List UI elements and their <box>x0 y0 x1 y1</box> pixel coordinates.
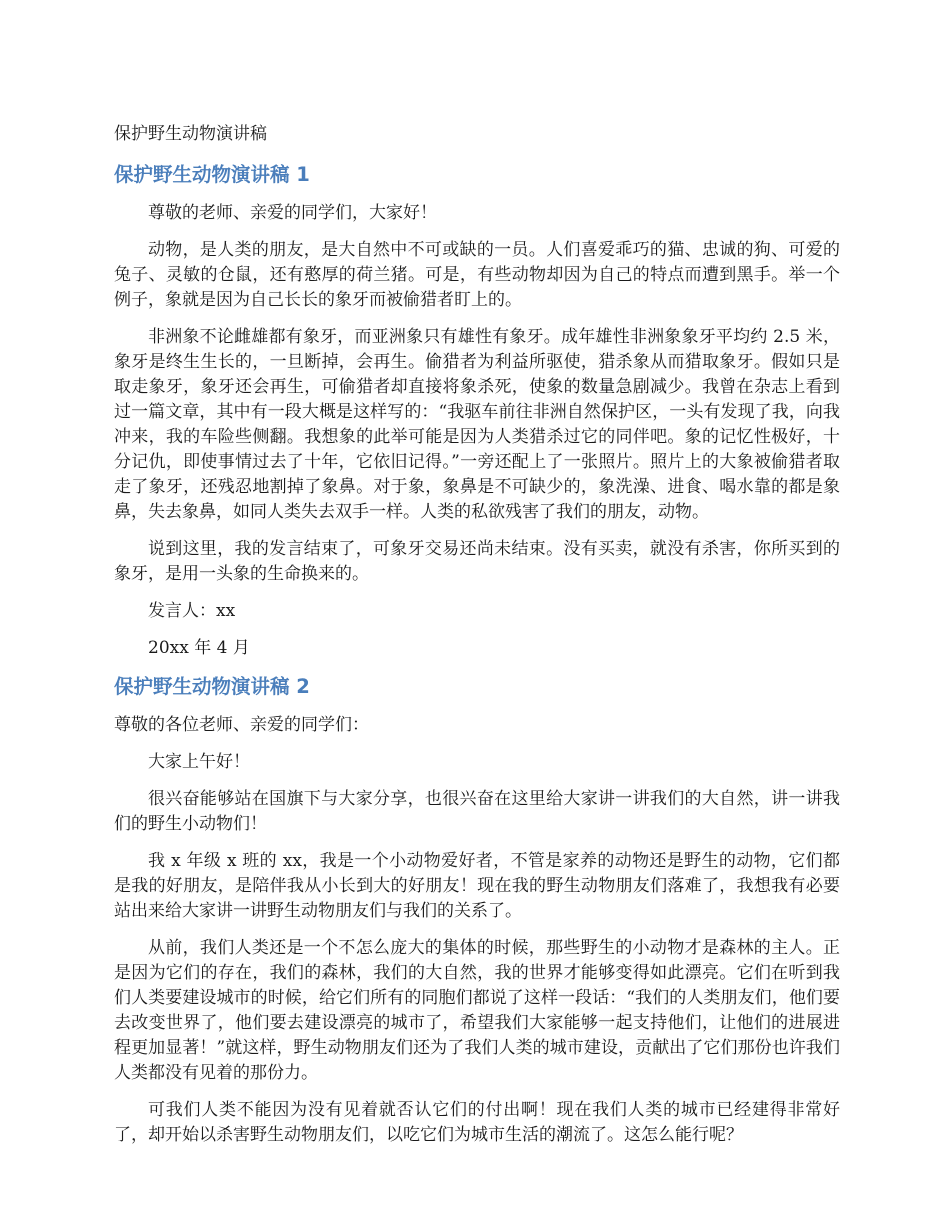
paragraph: 大家上午好！ <box>148 752 250 772</box>
paragraph: 可我们人类不能因为没有见着就否认它们的付出啊！现在我们人类的城市已经建得非常好了，却开始以杀害野生动物朋友们，以吃它们为城市生活的潮流了。这怎么能行呢？ <box>114 1100 840 1145</box>
paragraph: 很兴奋能够站在国旗下与大家分享，也很兴奋在这里给大家讲一讲我们的大自然，讲一讲我们的野生小动物们！ <box>114 789 840 834</box>
paragraph: 非洲象不论雌雄都有象牙，而亚洲象只有雄性有象牙。成年雄性非洲象象牙平均约 2.5 米，象牙是终生生长的，一旦断掉，会再生。偷猎者为利益所驱使，猎杀象从而猎取象牙。假如只是取走象牙，象牙还会再生，可偷猎者却直接将象杀死，使象的数量急剧减少。我曾在杂志上看到过一篇文章，其中有一段大概是这样写的：“我驱车前往非洲自然保护区，一头有发现了我，向我冲来，我的车险些侧翻。我想象的此举可能是因为人类猎杀过它的同伴吧。象的记忆性极好，十分记仇，即使事情过去了十年，它依旧记得。”一旁还配上了一张照片。照片上的大象被偷猎者取走了象牙，还残忍地割掉了象鼻。对于象，象鼻是不可缺少的，象洗澡、进食、喝水靠的都是象鼻，失去象鼻，如同人类失去双手一样。人类的私欲残害了我们的朋友，动物。 <box>114 327 840 522</box>
section-heading: 保护野生动物演讲稿 2 <box>114 675 310 698</box>
date-line: 20xx 年 4 月 <box>148 638 250 658</box>
paragraph: 我 x 年级 x 班的 xx，我是一个小动物爱好者，不管是家养的动物还是野生的动物，它们都是我的好朋友，是陪伴我从小长到大的好朋友！现在我的野生动物朋友们落难了，我想我有必要站出来给大家讲一讲野生动物朋友们与我们的关系了。 <box>114 851 840 921</box>
speaker-line: 发言人：xx <box>148 601 236 621</box>
section-1 <box>114 161 840 661</box>
document-page <box>114 122 840 1160</box>
salutation: 尊敬的各位老师、亲爱的同学们： <box>114 715 369 735</box>
paragraph: 动物，是人类的朋友，是大自然中不可或缺的一员。人们喜爱乖巧的猫、忠诚的狗、可爱的兔子、灵敏的仓鼠，还有憨厚的荷兰猪。可是，有些动物却因为自己的特点而遭到黑手。举一个例子，象就是因为自己长长的象牙而被偷猎者盯上的。 <box>114 240 840 310</box>
paragraph: 从前，我们人类还是一个不怎么庞大的集体的时候，那些野生的小动物才是森林的主人。正是因为它们的存在，我们的森林，我们的大自然，我的世界才能够变得如此漂亮。它们在听到我们人类要建设城市的时候，给它们所有的同胞们都说了这样一段话：“我们的人类朋友们，他们要去改变世界了，他们要去建设漂亮的城市了，希望我们大家能够一起支持他们，让他们的进展进程更加显著！”就这样，野生动物朋友们还为了我们人类的城市建设，贡献出了它们那份也许我们人类都没有见着的那份力。 <box>114 938 840 1083</box>
section-2 <box>114 673 840 1148</box>
section-heading: 保护野生动物演讲稿 1 <box>114 163 310 186</box>
paragraph: 说到这里，我的发言结束了，可象牙交易还尚未结束。没有买卖，就没有杀害，你所买到的象牙，是用一头象的生命换来的。 <box>114 539 840 584</box>
document-title: 保护野生动物演讲稿 <box>114 124 267 144</box>
paragraph: 尊敬的老师、亲爱的同学们，大家好！ <box>148 203 437 223</box>
